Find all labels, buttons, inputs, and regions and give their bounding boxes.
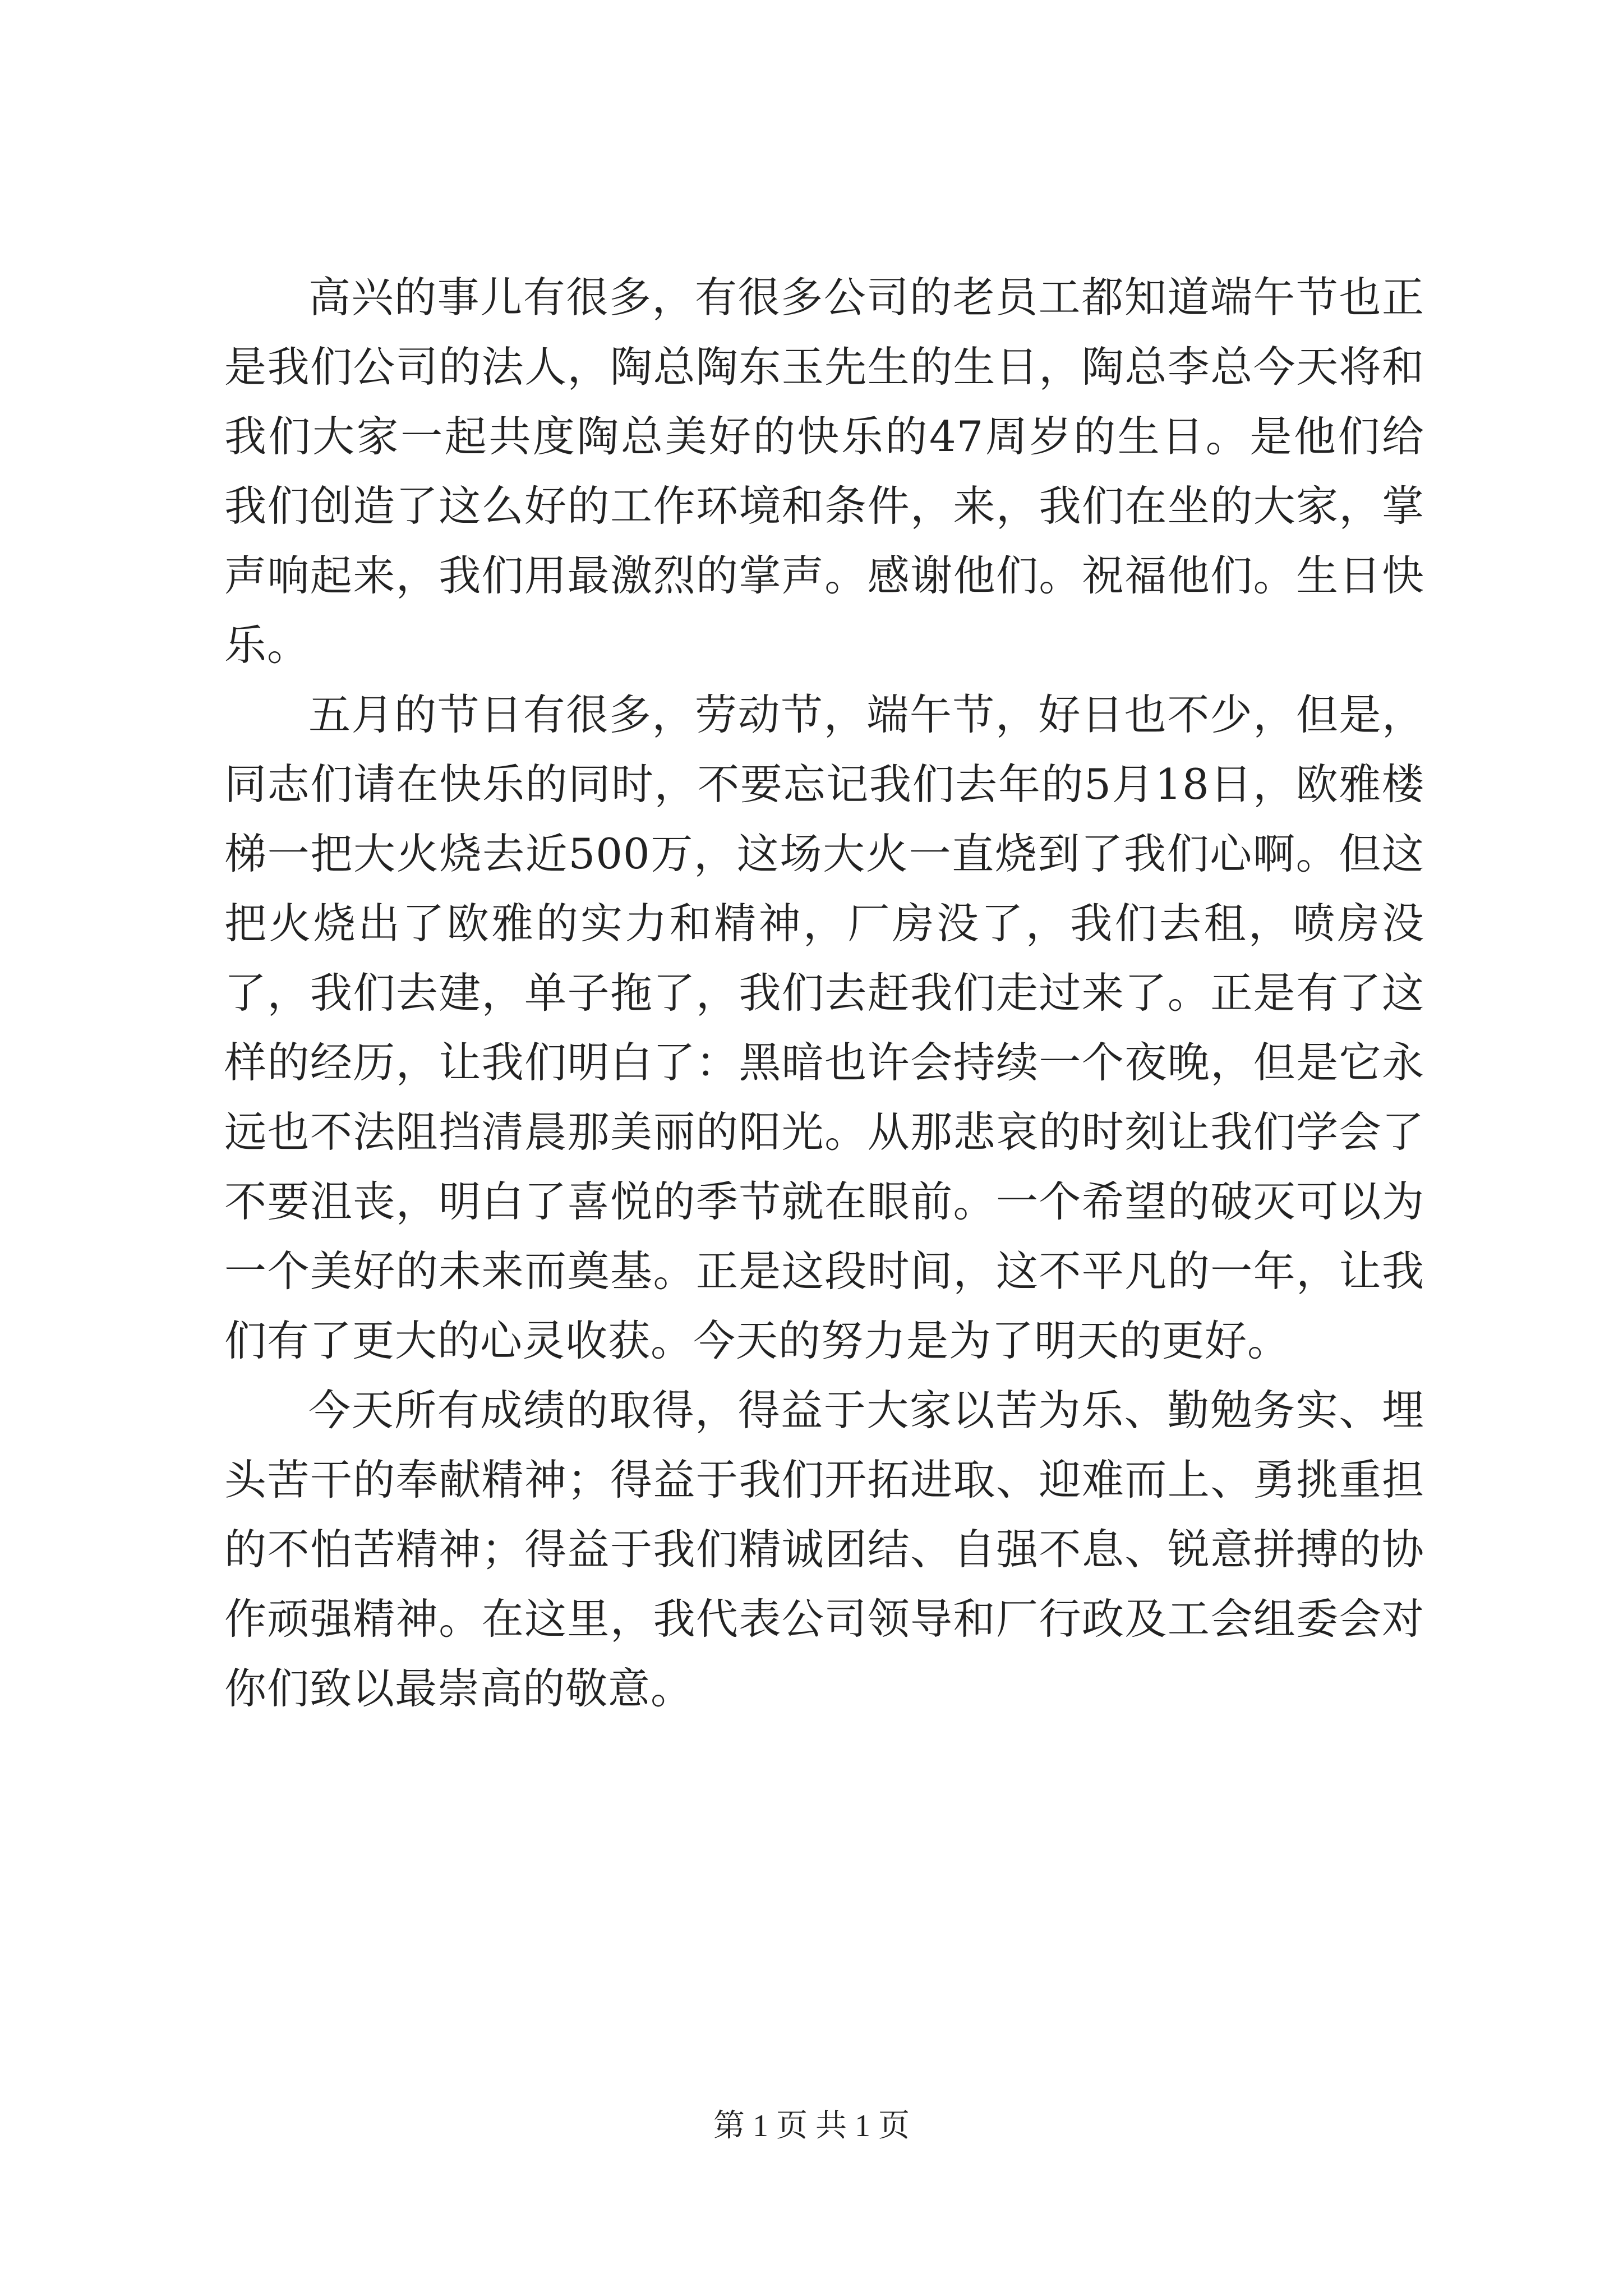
page-footer: 第 1 页 共 1 页 [713, 2109, 910, 2143]
paragraph-1: 高兴的事儿有很多，有很多公司的老员工都知道端午节也正是我们公司的法人，陶总陶东玉先生的生日，陶总李总今天将和我们大家一起共度陶总美好的快乐的47周岁的生日。是他们给我们创造了这么好的工作环境和条件，来，我们在坐的大家，掌声响起来，我们用最激烈的掌声。感谢他们。祝福他们。生日快乐。 [224, 273, 1424, 670]
document-body [224, 263, 1424, 1723]
paragraph-3: 今天所有成绩的取得，得益于大家以苦为乐、勤勉务实、埋头苦干的奉献精神；得益于我们开拓进取、迎难而上、勇挑重担的不怕苦精神；得益于我们精诚团结、自强不息、锐意拼搏的协作顽强精神。在这里，我代表公司领导和厂行政及工会组委会对你们致以最崇高的敬意。 [224, 1386, 1424, 1713]
paragraph-2: 五月的节日有很多，劳动节，端午节，好日也不少，但是，同志们请在快乐的同时，不要忘记我们去年的5月18日，欧雅楼梯一把大火烧去近500万，这场大火一直烧到了我们心啊。但这把火烧出了欧雅的实力和精神，厂房没了，我们去租，喷房没了，我们去建，单子拖了，我们去赶我们走过来了。正是有了这样的经历，让我们明白了：黑暗也许会持续一个夜晚，但是它永远也不法阻挡清晨那美丽的阳光。从那悲哀的时刻让我们学会了不要沮丧，明白了喜悦的季节就在眼前。一个希望的破灭可以为一个美好的未来而奠基。正是这段时间，这不平凡的一年，让我们有了更大的心灵收获。今天的努力是为了明天的更好。 [224, 690, 1424, 1365]
